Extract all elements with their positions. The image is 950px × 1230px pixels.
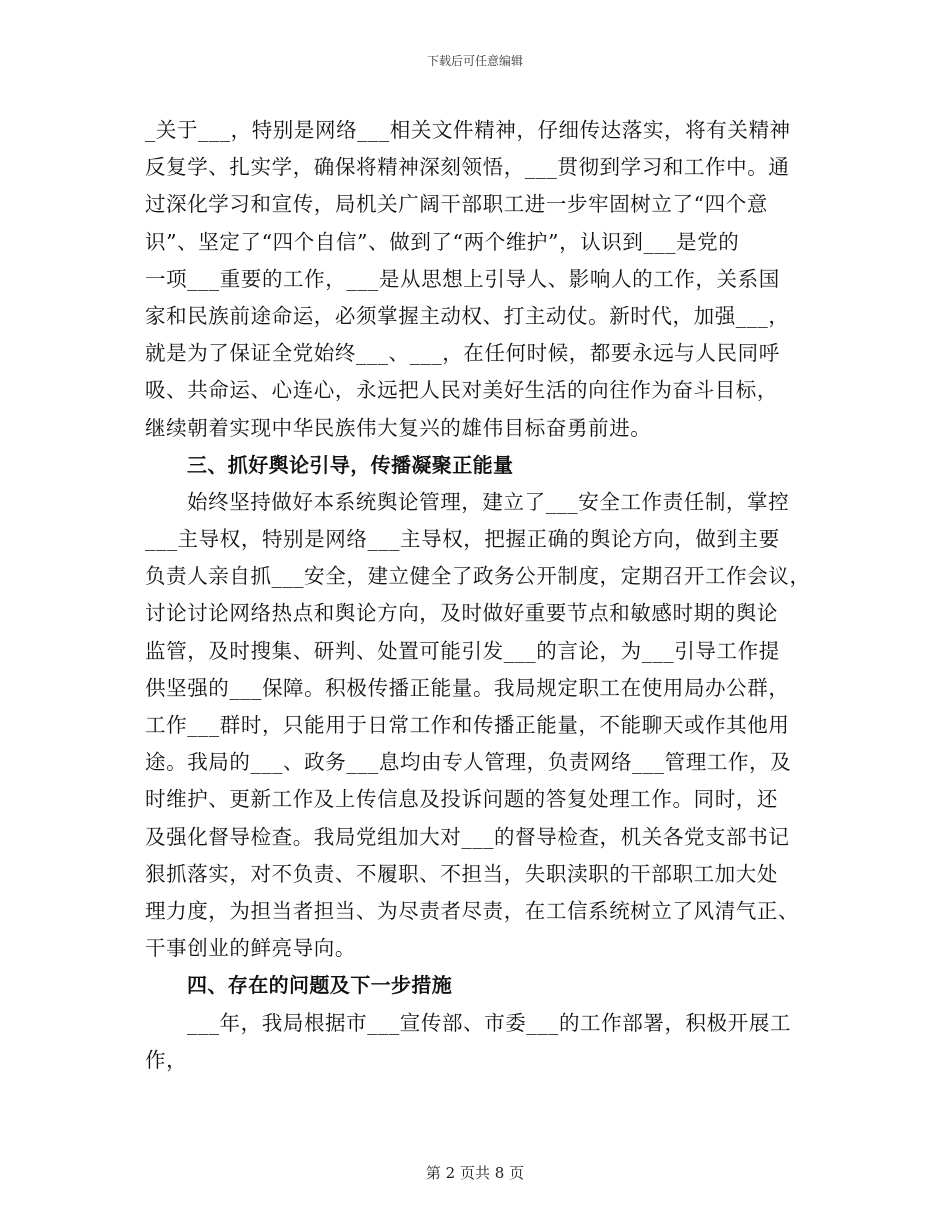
text-line: ___年，我局根据市___宣传部、市委___的工作部署，积极开展工 xyxy=(187,1010,792,1035)
page-footer: 第 2 页共 8 页 xyxy=(425,1164,525,1182)
text-line: 一项___重要的工作，___是从思想上引导人、影响人的工作，关系国 xyxy=(145,266,780,291)
section-paragraph xyxy=(145,1005,813,1079)
section-heading: 三、抓好舆论引导，传播凝聚正能量 xyxy=(187,452,514,477)
text-line: 时维护、更新工作及上传信息及投诉问题的答复处理工作。同时，还 xyxy=(145,787,778,812)
text-line: 反复学、扎实学，确保将精神深刻领悟，___贯彻到学习和工作中。通 xyxy=(145,155,790,180)
text-line: 识”、坚定了“四个自信”、做到了“两个维护”，认识到___是党的 xyxy=(145,229,740,254)
text-line: 作， xyxy=(145,1047,188,1072)
text-line: 途。我局的___、政务___息均由专人管理，负责网络___管理工作，及 xyxy=(145,750,792,775)
text-line: 供坚强的___保障。积极传播正能量。我局规定职工在使用局办公群， xyxy=(145,675,790,700)
text-line: 就是为了保证全党始终___、___，在任何时候，都要永远与人民同呼 xyxy=(145,341,780,366)
text-line: ___主导权，特别是网络___主导权，把握正确的舆论方向，做到主要 xyxy=(145,527,780,552)
text-line: 家和民族前途命运，必须掌握主动权、打主动仗。新时代，加强___， xyxy=(145,303,790,328)
text-line: 及强化督导检查。我局党组加大对___的督导检查，机关各党支部书记 xyxy=(145,824,790,849)
page-header: 下载后可任意编辑 xyxy=(426,54,523,68)
section-paragraph xyxy=(145,484,813,967)
text-line: _关于___，特别是网络___相关文件精神，仔细传达落实，将有关精神 xyxy=(145,118,791,142)
text-line: 吸、共命运、心连心，永远把人民对美好生活的向往作为奋斗目标， xyxy=(145,378,778,403)
text-line: 讨论讨论网络热点和舆论方向，及时做好重要节点和敏感时期的舆论 xyxy=(145,601,778,626)
section-heading: 四、存在的问题及下一步措施 xyxy=(187,973,453,998)
text-line: 理力度，为担当者担当、为尽责者尽责，在工信系统树立了风清气正、 xyxy=(145,898,800,923)
text-line: 工作___群时，只能用于日常工作和传播正能量，不能聊天或作其他用 xyxy=(145,713,790,737)
text-line: 狠抓落实，对不负责、不履职、不担当，失职渎职的干部职工加大处 xyxy=(145,861,778,886)
text-line: 过深化学习和宣传，局机关广阔干部职工进一步牢固树立了“四个意 xyxy=(145,192,768,217)
continued-paragraph xyxy=(145,112,813,447)
text-line: 始终坚持做好本系统舆论管理，建立了___安全工作责任制，掌控 xyxy=(187,489,790,514)
text-line: 监管，及时搜集、研判、处置可能引发___的言论，为___引导工作提 xyxy=(145,638,780,663)
text-line: 继续朝着实现中华民族伟大复兴的雄伟目标奋勇前进。 xyxy=(145,415,652,440)
text-line: 干事创业的鲜亮导向。 xyxy=(145,936,356,961)
document-body xyxy=(145,112,813,1079)
text-line: 负责人亲自抓___安全，建立健全了政务公开制度，定期召开工作会议， xyxy=(145,564,811,589)
